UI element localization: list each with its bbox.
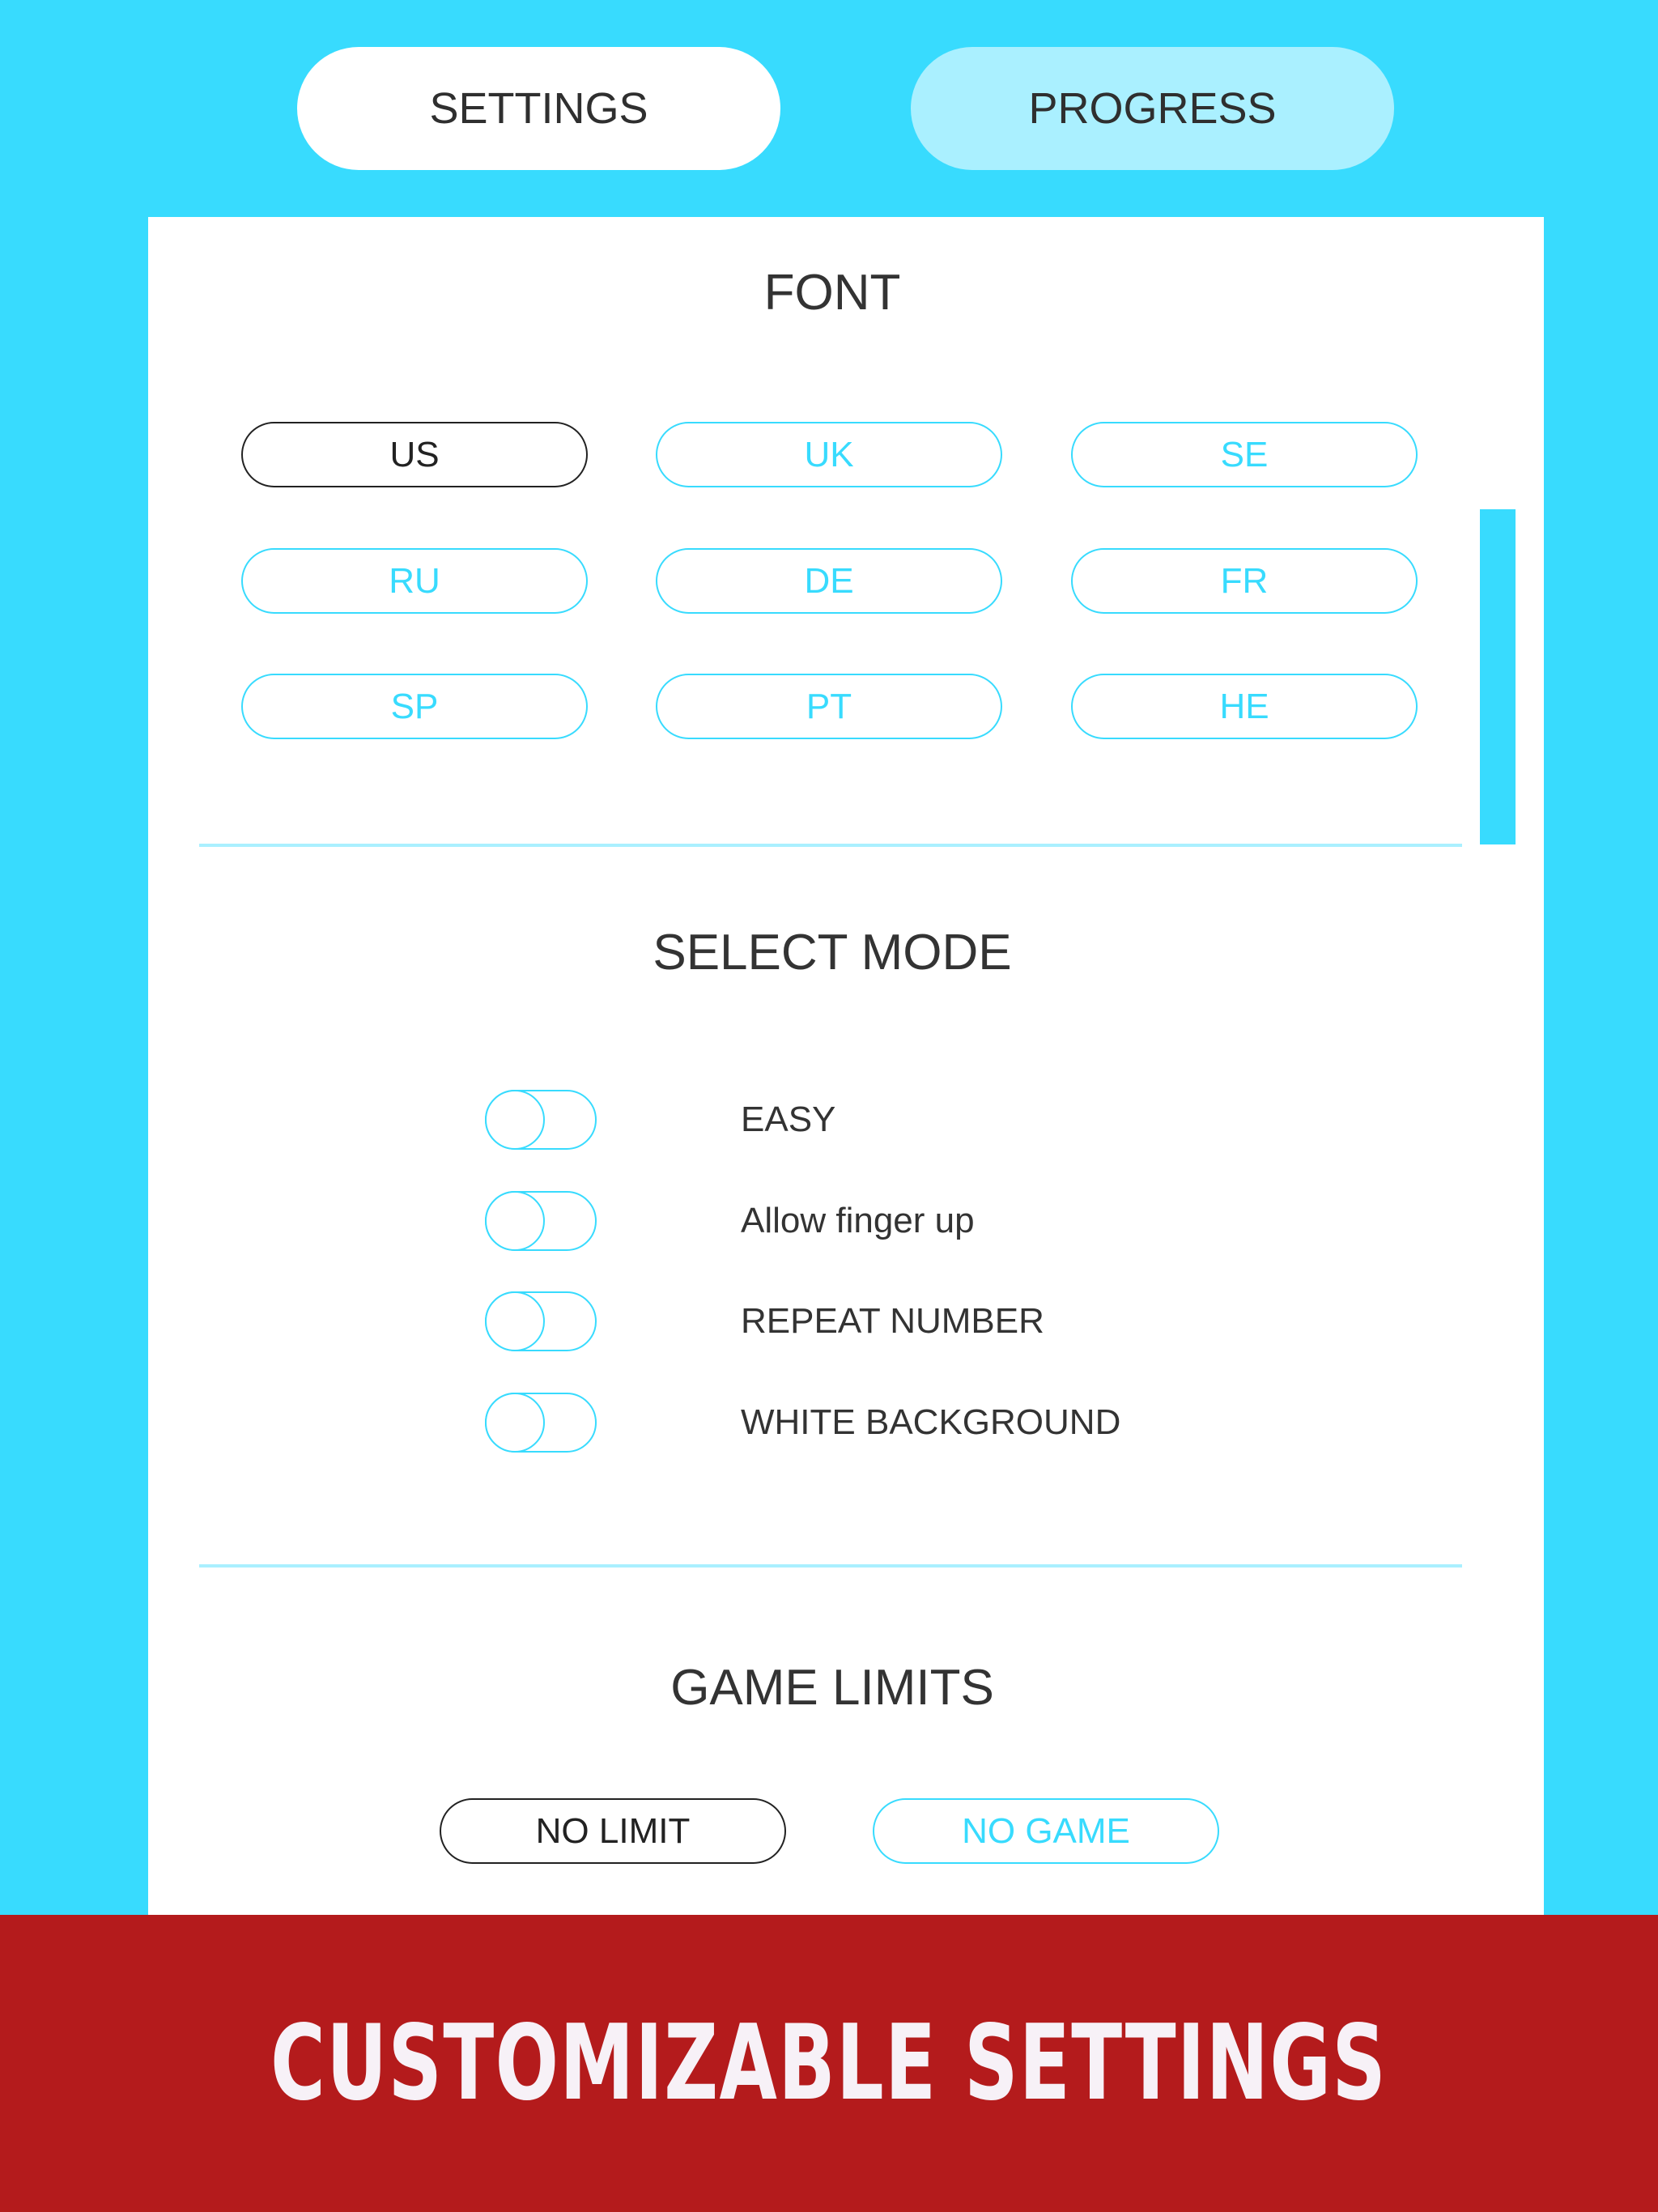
toggle-repeat-number[interactable] <box>485 1291 597 1351</box>
mode-section-title: SELECT MODE <box>653 925 1012 981</box>
font-option-us[interactable]: US <box>241 422 588 487</box>
toggle-white-background[interactable] <box>485 1393 597 1453</box>
limit-option-no-game[interactable]: NO GAME <box>873 1798 1219 1864</box>
font-option-fr[interactable]: FR <box>1071 548 1418 614</box>
promo-banner <box>0 1915 1658 2212</box>
toggle-easy[interactable] <box>485 1090 597 1150</box>
font-option-he[interactable]: HE <box>1071 674 1418 739</box>
toggle-allow-finger-up[interactable] <box>485 1191 597 1251</box>
section-divider <box>199 1564 1462 1568</box>
toggle-label-repeat-number: REPEAT NUMBER <box>741 1301 1044 1341</box>
font-option-ru[interactable]: RU <box>241 548 588 614</box>
toggle-knob <box>485 1393 545 1453</box>
font-option-de[interactable]: DE <box>656 548 1002 614</box>
scrollbar-thumb[interactable] <box>1480 509 1516 844</box>
section-divider <box>199 844 1462 847</box>
limit-option-no-limit[interactable]: NO LIMIT <box>440 1798 786 1864</box>
settings-panel <box>148 217 1544 1917</box>
font-option-se[interactable]: SE <box>1071 422 1418 487</box>
toggle-knob <box>485 1291 545 1351</box>
limits-section-title: GAME LIMITS <box>670 1660 994 1716</box>
font-section-title: FONT <box>763 265 901 321</box>
tab-progress[interactable]: PROGRESS <box>911 47 1394 170</box>
toggle-label-easy: EASY <box>741 1100 836 1139</box>
font-option-pt[interactable]: PT <box>656 674 1002 739</box>
toggle-label-white-background: WHITE BACKGROUND <box>741 1402 1121 1442</box>
font-option-uk[interactable]: UK <box>656 422 1002 487</box>
toggle-knob <box>485 1090 545 1150</box>
banner-caption: CUSTOMIZABLE SETTINGS <box>270 2003 1388 2124</box>
toggle-knob <box>485 1191 545 1251</box>
toggle-label-allow-finger-up: Allow finger up <box>741 1201 975 1240</box>
tab-settings[interactable]: SETTINGS <box>297 47 780 170</box>
font-option-sp[interactable]: SP <box>241 674 588 739</box>
